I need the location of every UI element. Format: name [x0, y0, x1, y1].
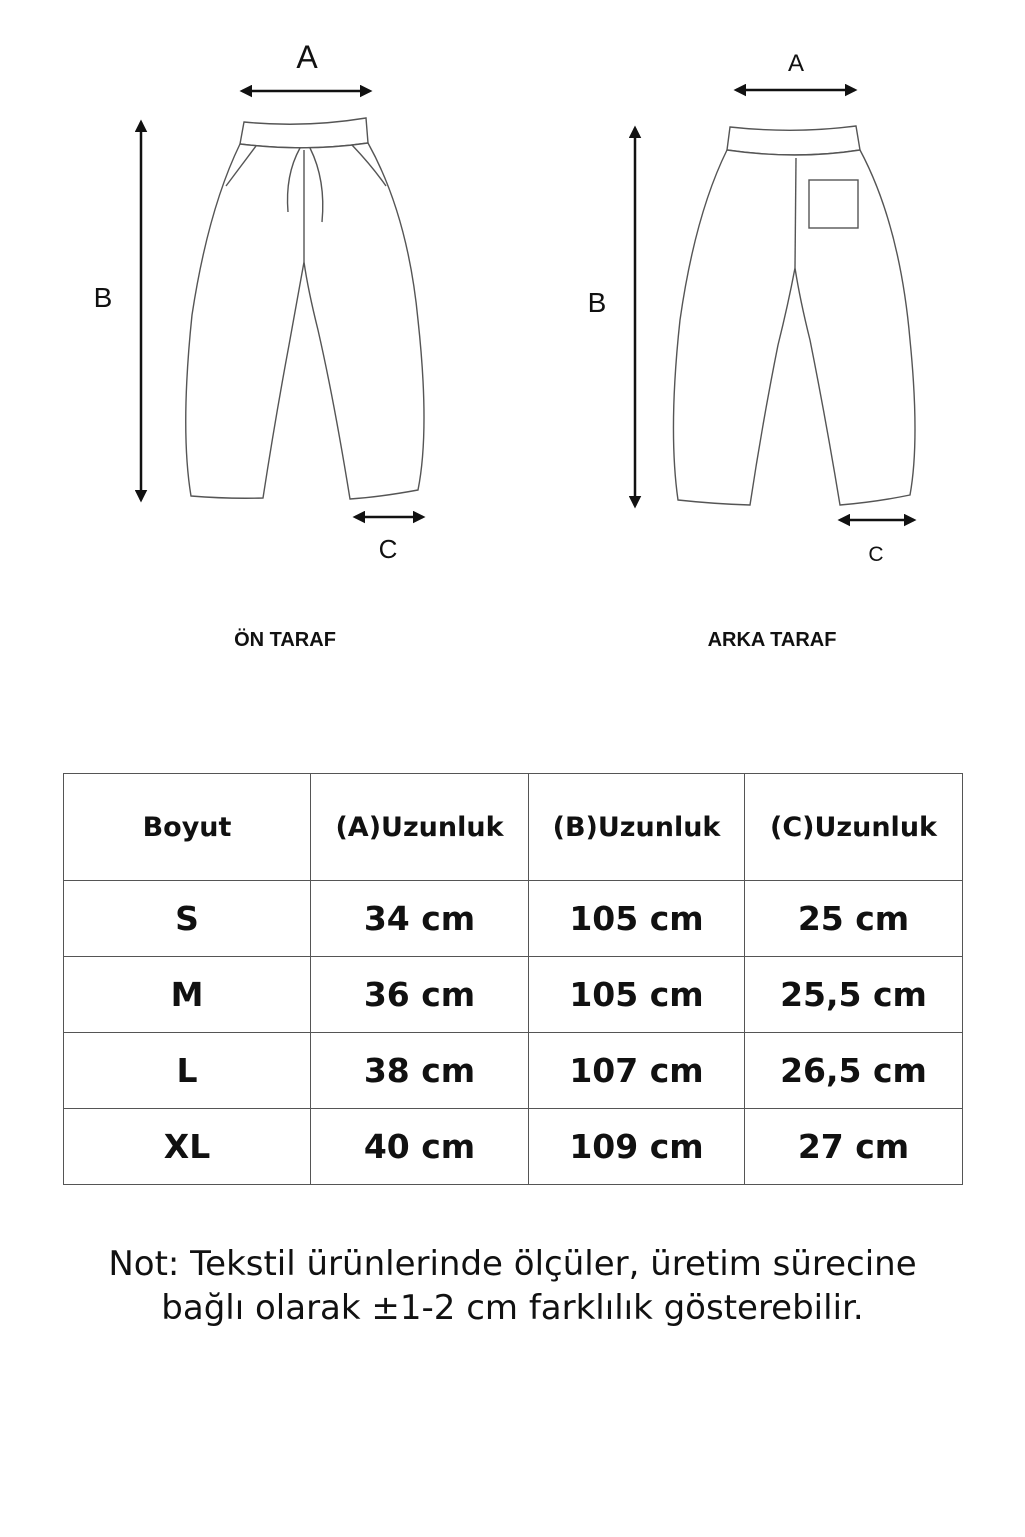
cell-c: 25 cm [745, 881, 963, 957]
cell-a: 38 cm [311, 1033, 529, 1109]
back-label-b: B [587, 287, 607, 318]
table-row [64, 957, 963, 1033]
front-label-a: A [296, 39, 318, 75]
front-label-c: C [378, 534, 398, 564]
back-pants-drawing [673, 126, 915, 505]
front-pants-drawing [186, 118, 424, 499]
header-c-length: (C)Uzunluk [745, 774, 963, 881]
header-size: Boyut [64, 774, 311, 881]
cell-a: 36 cm [311, 957, 529, 1033]
cell-c: 27 cm [745, 1109, 963, 1185]
front-caption: ÖN TARAF [234, 629, 336, 651]
table-row [64, 1109, 963, 1185]
cell-a: 40 cm [311, 1109, 529, 1185]
cell-c: 25,5 cm [745, 957, 963, 1033]
cell-b: 105 cm [529, 957, 745, 1033]
cell-size: XL [64, 1109, 311, 1185]
size-chart-table [63, 773, 963, 1185]
measurement-diagram [0, 0, 1025, 700]
front-label-b: B [93, 282, 113, 313]
back-label-a: A [787, 50, 805, 77]
cell-b: 109 cm [529, 1109, 745, 1185]
cell-size: S [64, 881, 311, 957]
note-line-2: bağlı olarak ±1-2 cm farklılık gösterebilir. [161, 1288, 864, 1328]
cell-c: 26,5 cm [745, 1033, 963, 1109]
cell-size: M [64, 957, 311, 1033]
header-b-length: (B)Uzunluk [529, 774, 745, 881]
back-label-c: C [868, 543, 884, 566]
header-a-length: (A)Uzunluk [311, 774, 529, 881]
table-row [64, 881, 963, 957]
tolerance-note [40, 1242, 985, 1330]
cell-b: 107 cm [529, 1033, 745, 1109]
back-caption: ARKA TARAF [707, 629, 837, 651]
cell-b: 105 cm [529, 881, 745, 957]
table-row [64, 1033, 963, 1109]
cell-a: 34 cm [311, 881, 529, 957]
cell-size: L [64, 1033, 311, 1109]
note-line-1: Not: Tekstil ürünlerinde ölçüler, üretim sürecine [108, 1244, 917, 1284]
table-header-row [64, 774, 963, 881]
